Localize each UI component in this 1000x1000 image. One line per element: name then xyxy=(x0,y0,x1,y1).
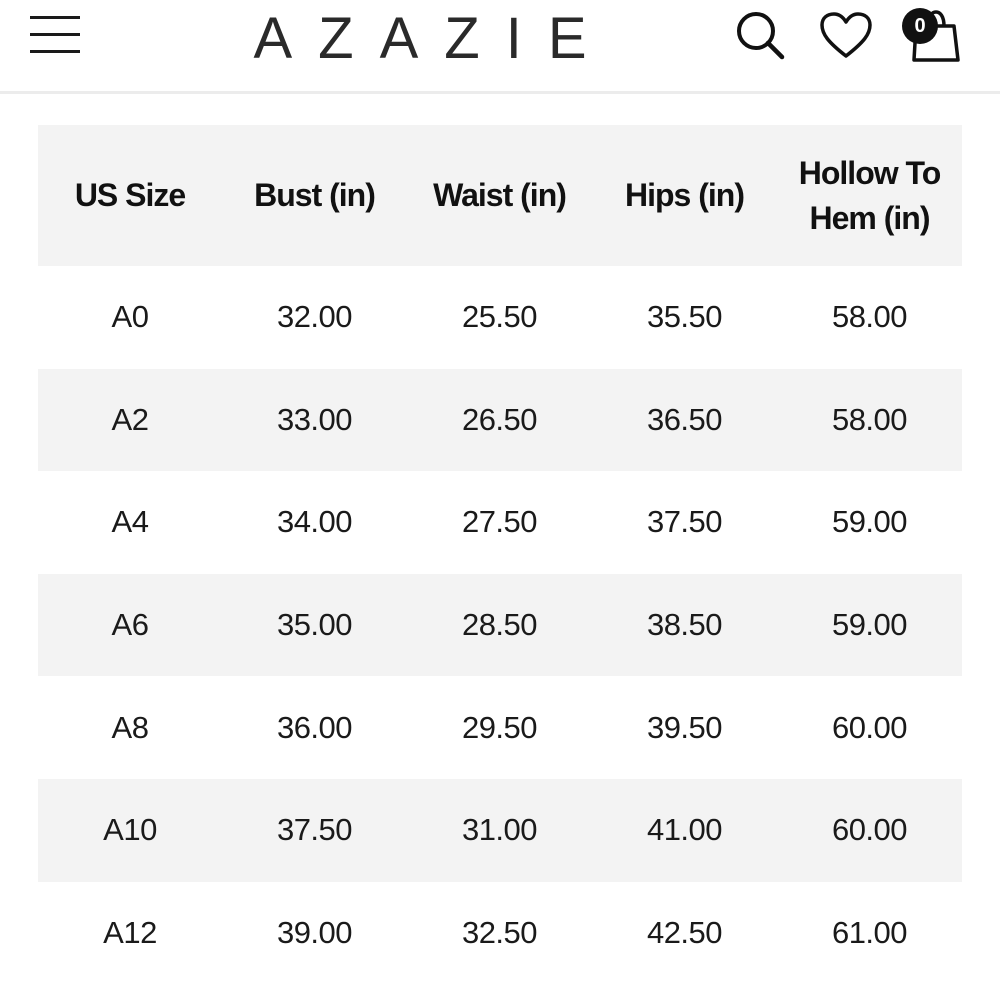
cell-waist: 28.50 xyxy=(407,574,592,677)
cell-size: A6 xyxy=(38,574,222,677)
cell-size: A10 xyxy=(38,779,222,882)
table-row xyxy=(38,266,962,369)
cell-size: A4 xyxy=(38,471,222,574)
cell-hips: 42.50 xyxy=(592,882,777,985)
site-header xyxy=(0,0,1000,94)
cell-waist: 25.50 xyxy=(407,266,592,369)
cart-count-badge: 0 xyxy=(902,8,938,44)
cell-hips: 38.50 xyxy=(592,574,777,677)
cell-hollow-to-hem: 59.00 xyxy=(777,574,962,677)
cell-hollow-to-hem: 60.00 xyxy=(777,676,962,779)
cell-bust: 33.00 xyxy=(222,369,407,472)
cell-hips: 39.50 xyxy=(592,676,777,779)
column-header-bust: Bust (in) xyxy=(222,125,407,266)
cell-bust: 36.00 xyxy=(222,676,407,779)
cell-bust: 35.00 xyxy=(222,574,407,677)
menu-button[interactable] xyxy=(30,14,82,56)
cell-waist: 27.50 xyxy=(407,471,592,574)
cell-hollow-to-hem: 58.00 xyxy=(777,266,962,369)
table-header-row xyxy=(38,125,962,266)
cell-bust: 32.00 xyxy=(222,266,407,369)
table-row xyxy=(38,779,962,882)
cell-hollow-to-hem: 60.00 xyxy=(777,779,962,882)
cell-hips: 36.50 xyxy=(592,369,777,472)
cell-waist: 26.50 xyxy=(407,369,592,472)
cell-hips: 37.50 xyxy=(592,471,777,574)
cell-hips: 35.50 xyxy=(592,266,777,369)
heart-icon xyxy=(818,10,874,62)
column-header-hollow-to-hem: Hollow To Hem (in) xyxy=(777,125,962,266)
cell-waist: 32.50 xyxy=(407,882,592,985)
cell-waist: 29.50 xyxy=(407,676,592,779)
cell-bust: 37.50 xyxy=(222,779,407,882)
cell-size: A12 xyxy=(38,882,222,985)
cell-size: A2 xyxy=(38,369,222,472)
cell-size: A0 xyxy=(38,266,222,369)
search-icon xyxy=(733,8,787,62)
cell-hollow-to-hem: 61.00 xyxy=(777,882,962,985)
search-button[interactable] xyxy=(733,8,787,62)
cell-hips: 41.00 xyxy=(592,779,777,882)
column-header-hips: Hips (in) xyxy=(592,125,777,266)
table-row xyxy=(38,471,962,574)
table-row xyxy=(38,574,962,677)
cell-hollow-to-hem: 58.00 xyxy=(777,369,962,472)
size-chart-table xyxy=(38,125,962,984)
cell-waist: 31.00 xyxy=(407,779,592,882)
table-row xyxy=(38,369,962,472)
brand-logo[interactable]: AZAZIE xyxy=(253,6,613,71)
column-header-waist: Waist (in) xyxy=(407,125,592,266)
wishlist-button[interactable] xyxy=(818,10,874,62)
cell-hollow-to-hem: 59.00 xyxy=(777,471,962,574)
cell-size: A8 xyxy=(38,676,222,779)
column-header-us-size: US Size xyxy=(38,125,222,266)
cart-button[interactable] xyxy=(900,4,964,64)
table-row xyxy=(38,676,962,779)
table-row xyxy=(38,882,962,985)
cell-bust: 39.00 xyxy=(222,882,407,985)
cell-bust: 34.00 xyxy=(222,471,407,574)
